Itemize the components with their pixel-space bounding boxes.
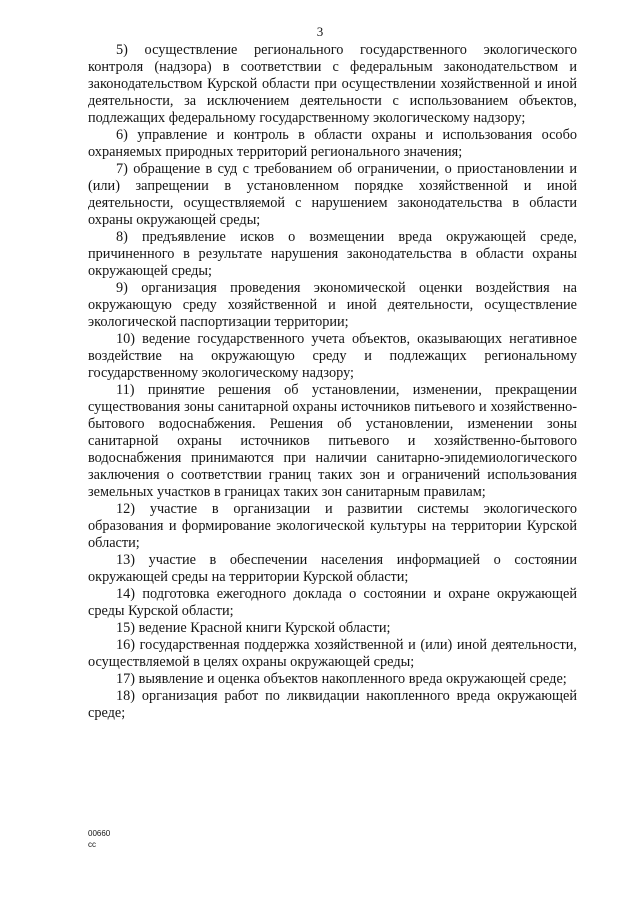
list-item-18: 18) организация работ по ликвидации накопленного вреда окружающей среде; <box>88 688 577 721</box>
list-item-15: 15) ведение Красной книги Курской области; <box>116 620 391 636</box>
list-item-14: 14) подготовка ежегодного доклада о состоянии и охране окружающей среды Курской области; <box>88 586 577 619</box>
list-item-7: 7) обращение в суд с требованием об ограничении, о приостановлении и (или) запрещении в установленном порядке хозяйственной и иной деятельности, осуществляемой с нарушением законодательства в области охраны окружающей среды; <box>88 161 577 228</box>
list-item-6: 6) управление и контроль в области охраны и использования особо охраняемых природных территорий регионального значения; <box>88 127 577 160</box>
executor-initials: cc <box>88 840 96 849</box>
document-code: 00660 <box>88 829 111 838</box>
list-item-10: 10) ведение государственного учета объектов, оказывающих негативное воздействие на окружающую среду и подлежащих региональному государственному экологическому надзору; <box>88 331 577 381</box>
page-number: 3 <box>316 24 324 39</box>
list-item-5: 5) осуществление регионального государственного экологического контроля (надзора) в соответствии с федеральным законодательством и законодательством Курской области при осуществлении хозяйственной и иной деятельности, за исключением деятельности с использованием объектов, подлежащих федеральному государственному экологическому надзору; <box>88 42 577 126</box>
list-item-17: 17) выявление и оценка объектов накопленного вреда окружающей среде; <box>116 671 567 687</box>
document-body <box>88 42 577 722</box>
list-item-16: 16) государственная поддержка хозяйственной и (или) иной деятельности, осуществляемой в целях охраны окружающей среды; <box>88 637 577 670</box>
footer-code <box>88 828 110 850</box>
list-item-9: 9) организация проведения экономической оценки воздействия на окружающую среду хозяйственной и иной деятельности, осуществление экологической паспортизации территории; <box>88 280 577 330</box>
list-item-13: 13) участие в обеспечении населения информацией о состоянии окружающей среды на территории Курской области; <box>88 552 577 585</box>
list-item-11: 11) принятие решения об установлении, изменении, прекращении существования зоны санитарной охраны источников питьевого и хозяйственно-бытового водоснабжения. Решения об установлении, изменении зоны санитарной охраны источников питьевого и хозяйственно-бытового водоснабжения принимаются при наличии санитарно-эпидемиологического заключения о соответствии границ таких зон и ограничений использования земельных участков в границах таких зон санитарным правилам; <box>88 382 577 500</box>
list-item-8: 8) предъявление исков о возмещении вреда окружающей среде, причиненного в результате нарушения законодательства в области охраны окружающей среды; <box>88 229 577 279</box>
list-item-12: 12) участие в организации и развитии системы экологического образования и формирование экологической культуры на территории Курской области; <box>88 501 577 551</box>
